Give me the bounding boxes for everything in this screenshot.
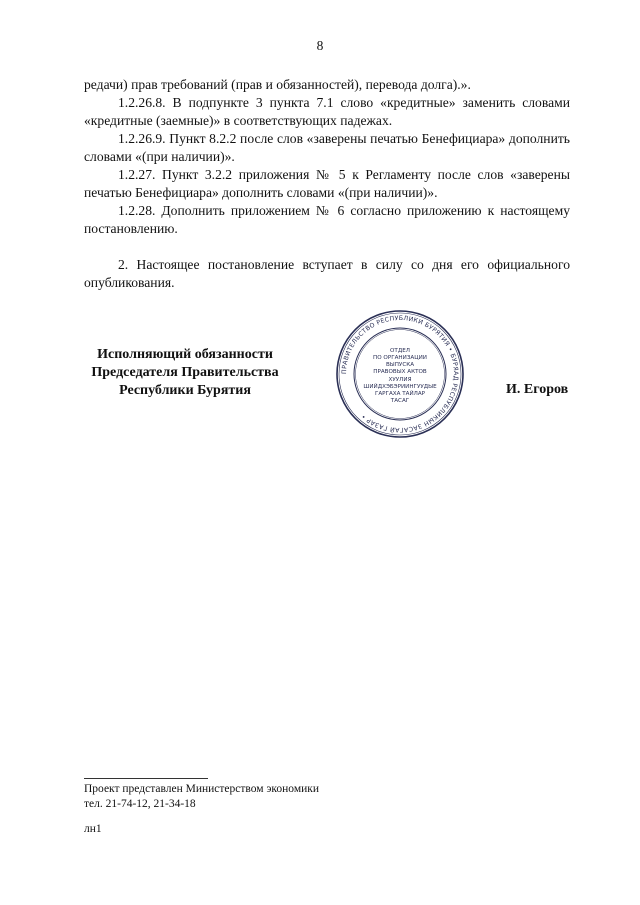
body-text (84, 76, 570, 292)
seal-center-line: ВЫПУСКА (385, 362, 415, 368)
paragraph-2-effective-date: 2. Настоящее постановление вступает в силу со дня его официального опубликования. (84, 257, 570, 290)
paragraph-continuation: редачи) прав требований (прав и обязанностей), перевода долга).». (84, 77, 471, 92)
signatory-title-line: Республики Бурятия (119, 383, 251, 398)
paragraph-1-2-28: 1.2.28. Дополнить приложением № 6 согласно приложению к настоящему постановлению. (84, 203, 570, 236)
signatory-title (80, 346, 290, 400)
footer-code: лн1 (84, 823, 102, 835)
seal-center-line: ХУУЛИЯ (388, 377, 412, 383)
paragraph-1-2-27: 1.2.27. Пункт 3.2.2 приложения № 5 к Регламенту после слов «заверены печатью Бенефициара» дополнить словами «(при наличии)». (84, 167, 570, 200)
seal-center-line: ПРАВОВЫХ АКТОВ (373, 369, 427, 375)
seal-center-line: ОТДЕЛ (390, 348, 410, 354)
paragraph-1-2-26-9: 1.2.26.9. Пункт 8.2.2 после слов «заверены печатью Бенефициара» дополнить словами «(при наличии)». (84, 131, 570, 164)
seal-center-line: ПО ОРГАНИЗАЦИИ (373, 355, 427, 361)
signatory-name: И. Егоров (506, 382, 569, 397)
paragraph-1-2-26-8: 1.2.26.8. В подпункте 3 пункта 7.1 слово «кредитные» заменить словами «кредитные (заемные)» в соответствующих падежах. (84, 95, 570, 128)
page-number: 8 (316, 38, 324, 53)
official-seal-icon (334, 308, 466, 440)
footer-presenter: Проект представлен Министерством экономики (84, 783, 320, 795)
footer-phone: тел. 21-74-12, 21-34-18 (84, 798, 196, 810)
signatory-title-line: Председателя Правительства (91, 365, 279, 380)
footer-divider (84, 778, 208, 779)
signatory-title-line: Исполняющий обязанности (97, 347, 273, 362)
seal-ring-text: ПРАВИТЕЛЬСТВО РЕСПУБЛИКИ БУРЯТИЯ • БУРЯАД РЕСПУБЛИКЫН ЗАСАГАЙ ГАЗАР • (340, 314, 460, 434)
seal-center-line: ШИЙДХЭБЭРИИНГУУДЫЕ (363, 384, 437, 390)
seal-center-line: ГАРГАХА ТАЙЛАР (374, 391, 426, 397)
footer (84, 782, 319, 837)
seal-center-line: ТАСАГ (390, 398, 410, 404)
